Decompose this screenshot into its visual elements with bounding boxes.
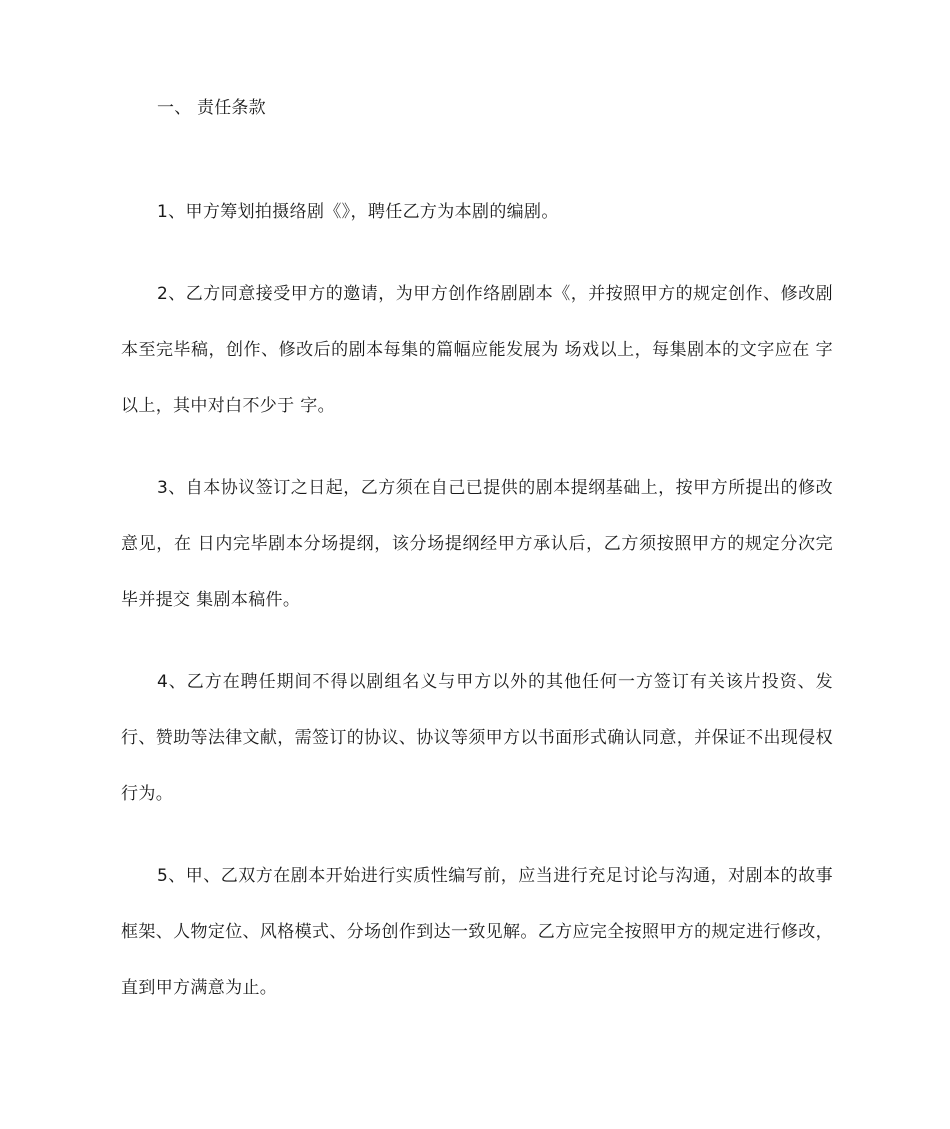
document-body bbox=[121, 94, 833, 1042]
clause-5: 5、甲、乙双方在剧本开始进行实质性编写前，应当进行充足讨论与沟通，对剧本的故事框架、人物定位、风格模式、分场创作到达一致见解。乙方应完全按照甲方的规定进行修改，直到甲方满意为止。 bbox=[121, 866, 833, 998]
clause-4: 4、乙方在聘任期间不得以剧组名义与甲方以外的其他任何一方签订有关该片投资、发行、赞助等法律文献，需签订的协议、协议等须甲方以书面形式确认同意，并保证不出现侵权行为。 bbox=[121, 672, 833, 804]
clause-3: 3、自本协议签订之日起，乙方须在自己已提供的剧本提纲基础上，按甲方所提出的修改意见，在 日内完毕剧本分场提纲，该分场提纲经甲方承认后，乙方须按照甲方的规定分次完毕并提交 集剧本稿件。 bbox=[121, 478, 833, 610]
clause-1: 1、甲方筹划拍摄络剧《》，聘任乙方为本剧的编剧。 bbox=[157, 202, 559, 222]
clause-2: 2、乙方同意接受甲方的邀请，为甲方创作络剧剧本《，并按照甲方的规定创作、修改剧本至完毕稿，创作、修改后的剧本每集的篇幅应能发展为 场戏以上，每集剧本的文字应在 字以上，其中对白不少于 字。 bbox=[121, 284, 833, 416]
section-heading: 一、 责任条款 bbox=[157, 98, 266, 118]
